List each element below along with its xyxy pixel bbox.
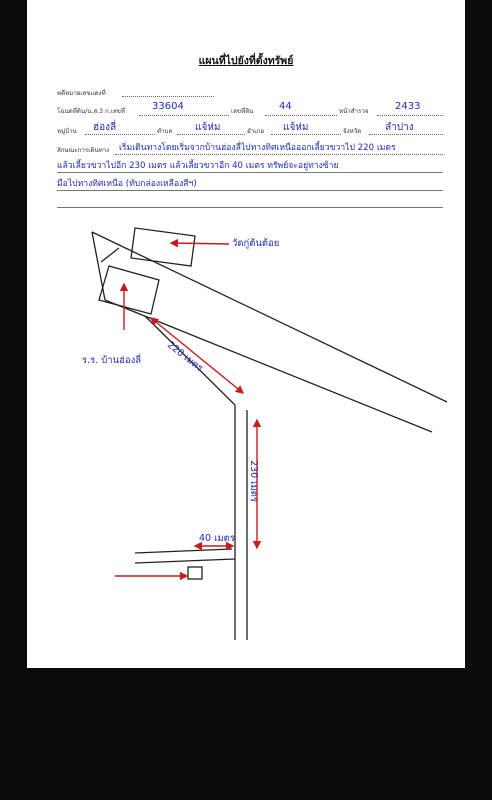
district-value: แจ้ห่ม (283, 122, 309, 133)
deed-value: 33604 (152, 101, 184, 112)
subdistrict-label: ตำบล (157, 128, 173, 135)
district-label: อำเภอ (247, 128, 265, 135)
directions-line-1: เริ่มเดินทางโดยเริ่มจากบ้านฮ่องลี่ไปทางทิศเหนือออกเลี้ยวขวาไป 220 เมตร (119, 143, 396, 153)
page-title: แผนที่ไปยังที่ตั้งทรัพย์ (198, 55, 294, 67)
location-map (27, 0, 465, 668)
road-network (92, 228, 447, 640)
distance-230-label: 230 เมตร (248, 460, 259, 502)
land-no-value: 44 (279, 101, 292, 112)
document-page (27, 0, 465, 668)
province-value: ลำปาง (385, 122, 414, 133)
distance-40-label: 40 เมตร (199, 533, 235, 544)
distance-220-label: 220 เมตร (164, 339, 205, 375)
deed-label: โฉนดที่ดิน/น.ส.3 ก.เลขที่ (57, 108, 125, 115)
directions-line-2: แล้วเลี้ยวขวาไปอีก 230 เมตร แล้วเลี้ยวขวาอีก 40 เมตร ทรัพย์จะอยู่ทางซ้าย (57, 161, 339, 171)
directions-label: ลักษณะการเดินทาง (57, 147, 110, 154)
village-value: ฮ่องลี่ (93, 122, 117, 133)
survey-page-label: หน้าสำรวจ (339, 108, 369, 115)
receipt-label: คดีหมายเลขแดงที่ (57, 90, 106, 97)
dist-220-arrow (151, 318, 243, 393)
temple-label: วัดกู่ต้นต้อย (232, 238, 280, 249)
survey-page-value: 2433 (395, 101, 421, 112)
village-label: หมู่บ้าน (57, 128, 77, 135)
school-label: ร.ร. บ้านฮ่องลี่ (82, 355, 142, 366)
temple-arrow (171, 243, 229, 244)
land-no-label: เลขที่ดิน (231, 108, 254, 115)
directions-line-3: มือไปทางทิศเหนือ (ทับกล่องเหลืองสีฯ) (57, 179, 197, 189)
province-label: จังหวัด (343, 128, 362, 135)
subdistrict-value: แจ้ห่ม (195, 122, 221, 133)
property-marker (188, 567, 202, 579)
